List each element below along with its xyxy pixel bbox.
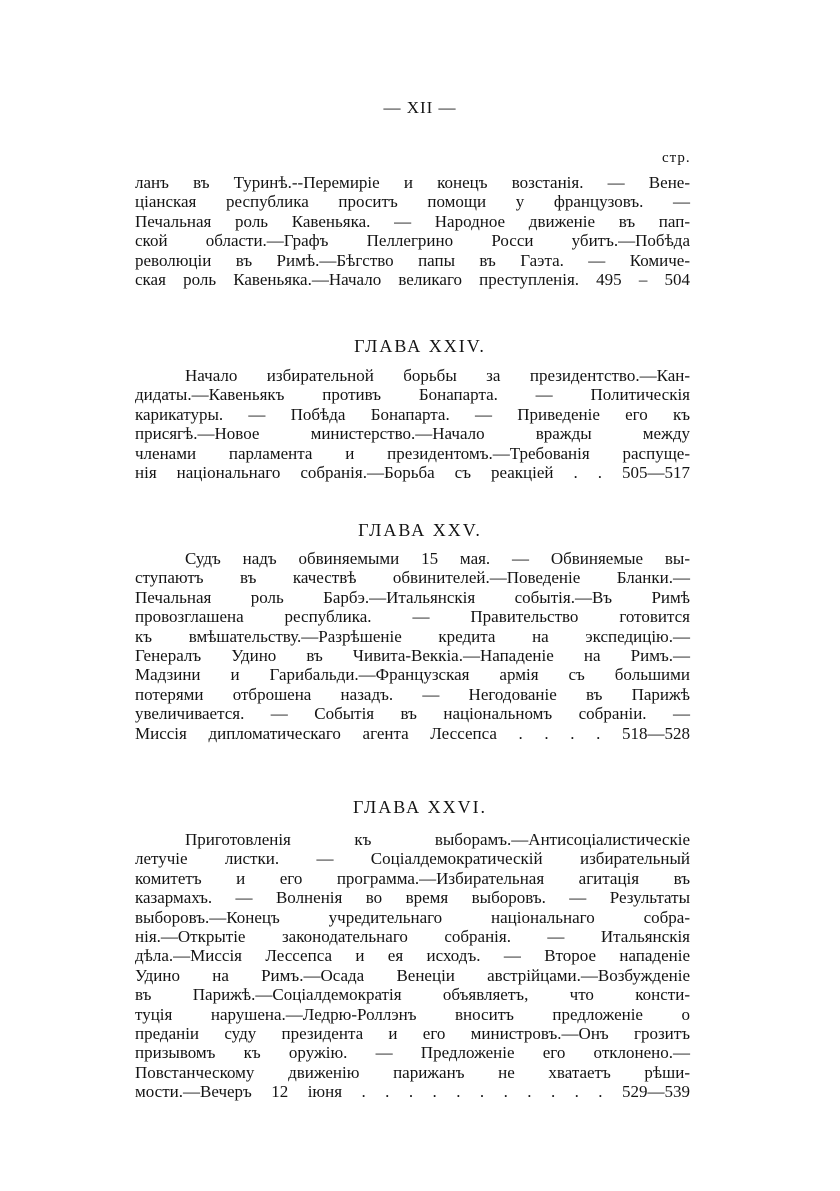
chapter-xxv-summary [135,549,690,743]
toc-line: ская роль Кавеньяка.—Начало великаго преступленія. 495 – 504 [135,270,690,290]
toc-line: туція нарушена.—Ледрю-Роллэнъ вноситъ предложеніе о [135,1004,690,1024]
toc-line: потерями отброшена назадъ. — Негодованіе въ Парижѣ [135,684,690,704]
toc-line: мости.—Вечеръ 12 іюня . . . . . . . . . . . 529—539 [135,1082,690,1102]
toc-line: казармахъ. — Волненія во время выборовъ. — Результаты [135,888,690,908]
toc-line: къ вмѣшательству.—Разрѣшеніе кредита на экспедицію.— [135,626,690,646]
toc-line: Удино на Римъ.—Осада Венеціи австрійцами.—Возбужденіе [135,965,690,985]
toc-line: ступаютъ въ качествѣ обвинителей.—Поведеніе Бланки.— [135,568,690,588]
chapter-xxvi-summary [135,830,690,1102]
toc-line: нія.—Открытіе законодательнаго собранія. — Итальянскія [135,927,690,947]
toc-line: Судъ надъ обвиняемыми 15 мая. — Обвиняемые вы- [185,549,690,568]
toc-line: дѣла.—Миссія Лессепса и ея исходъ. — Второе нападеніе [135,946,690,966]
toc-line: ланъ въ Туринѣ.--Перемиріе и конецъ возстанія. — Вене- [135,173,690,192]
chapter-xxiv-summary [135,366,690,482]
page-number: — XII — [383,98,457,117]
toc-line: Повстанческому движенію парижанъ не хватаетъ рѣши- [135,1062,690,1082]
toc-line: увеличивается. — Событія въ національномъ собраніи. — [135,704,690,724]
toc-line: въ Парижѣ.—Соціалдемократія объявляетъ, что консти- [135,985,690,1005]
toc-line: Генералъ Удино въ Чивита-Веккіа.—Нападеніе на Римъ.— [135,646,690,666]
toc-line: дидаты.—Кавеньякъ противъ Бонапарта. — Политическія [135,385,690,405]
toc-line: Печальная роль Кавеньяка. — Народное движеніе въ пап- [135,211,690,231]
toc-line: Начало избирательной борьбы за президентство.—Кан- [185,366,690,385]
toc-line: членами парламента и президентомъ.—Требованія распуще- [135,443,690,463]
chapter-heading-xxiv: ГЛАВА XXIV. [354,336,486,356]
toc-line: ціанская республика проситъ помощи у французовъ. — [135,192,690,212]
chapter-heading-xxv: ГЛАВА XXV. [358,520,482,540]
toc-line: Печальная роль Барбэ.—Итальянскія событія.—Въ Римѣ [135,587,690,607]
toc-line: карикатуры. — Побѣда Бонапарта. — Приведеніе его къ [135,404,690,424]
toc-line: присягѣ.—Новое министерство.—Начало вражды между [135,424,690,444]
chapter-heading-xxvi: ГЛАВА XXVI. [352,797,488,817]
toc-line: летучіе листки. — Соціалдемократическій избирательный [135,849,690,869]
toc-line: Мадзини и Гарибальди.—Французская армія съ большими [135,665,690,685]
toc-line: призывомъ къ оружію. — Предложеніе его отклонено.— [135,1043,690,1063]
toc-line: выборовъ.—Конецъ учредительнаго національнаго собра- [135,907,690,927]
toc-line: революціи въ Римѣ.—Бѣгство папы въ Гаэта. — Комиче- [135,250,690,270]
toc-line: ской области.—Графъ Пеллегрино Росси убитъ.—Побѣда [135,231,690,251]
toc-line: преданіи суду президента и его министровъ.—Онъ грозитъ [135,1024,690,1044]
toc-line: Миссія дипломатическаго агента Лессепса . . . . 518—528 [135,723,690,743]
toc-line: комитетъ и его программа.—Избирательная агитація въ [135,868,690,888]
toc-line: нія національнаго собранія.—Борьба съ реакціей . . 505—517 [135,463,690,483]
page-column-label: стр. [662,150,691,166]
continuation-entry [135,173,690,289]
toc-line: провозглашена республика. — Правительство готовится [135,607,690,627]
toc-line: Приготовленія къ выборамъ.—Антисоціалистическіе [185,830,690,849]
